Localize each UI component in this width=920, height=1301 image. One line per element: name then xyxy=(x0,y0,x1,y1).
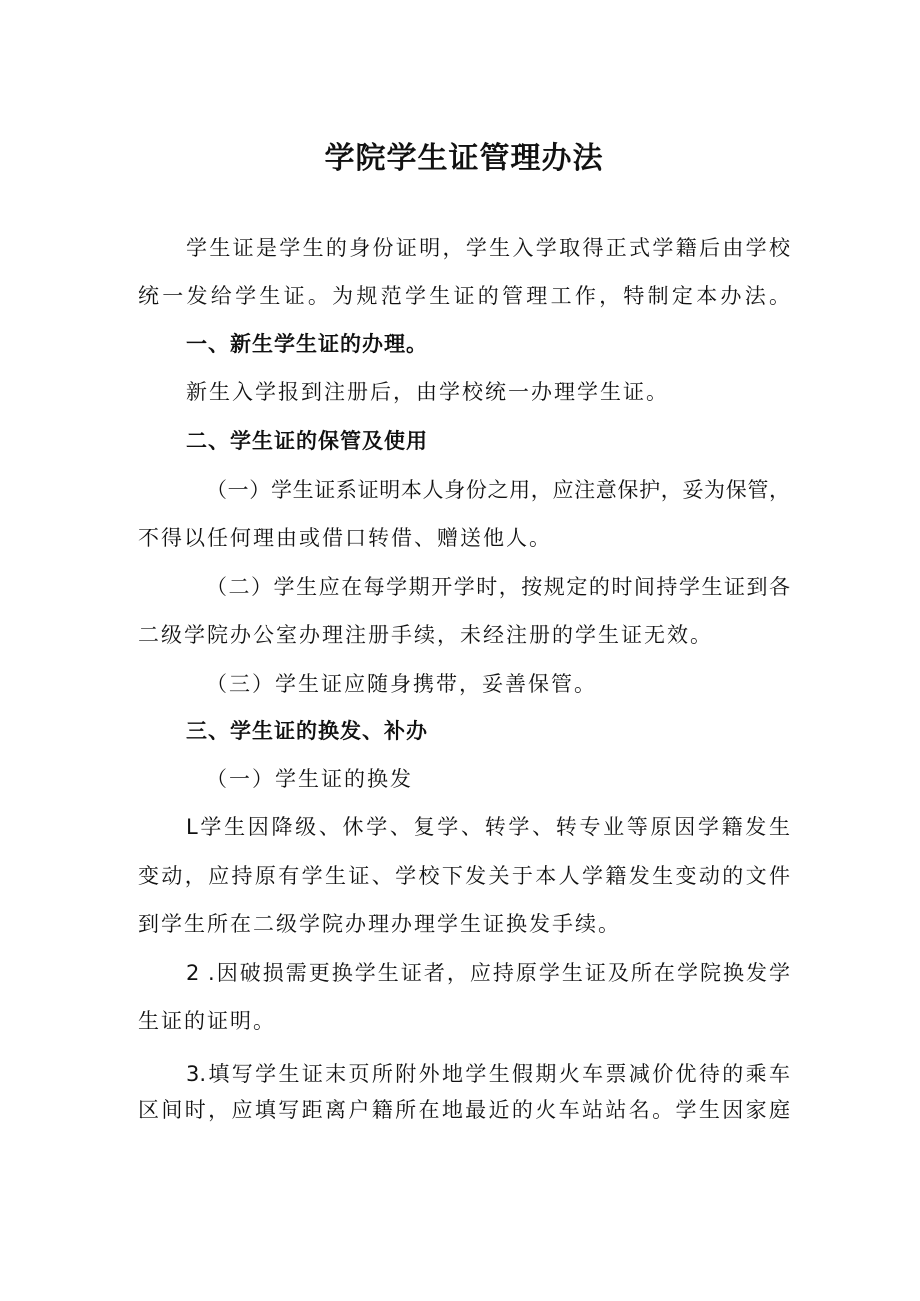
section-2-item-2-line-1: （二）学生应在每学期开学时，按规定的时间持学生证到各 xyxy=(206,575,790,599)
document-title: 学院学生证管理办法 xyxy=(324,141,604,176)
section-3-heading: 三、学生证的换发、补办 xyxy=(186,719,428,743)
section-2-item-3: （三）学生证应随身携带，妥善保管。 xyxy=(206,672,597,696)
section-3-item-1-line-2: 变动，应持原有学生证、学校下发关于本人学籍发生变动的文件 xyxy=(138,864,790,888)
section-2-item-1-line-1: （一）学生证系证明本人身份之用，应注意保护，妥为保管， xyxy=(206,478,790,502)
section-2-item-2-line-2: 二级学院办公室办理注册手续，未经注册的学生证无效。 xyxy=(138,623,713,647)
section-3-item-3-line-1: 3.填写学生证末页所附外地学生假期火车票减价优待的乘车 xyxy=(186,1062,790,1086)
section-3-item-1-line-3: 到学生所在二级学院办理办理学生证换发手续。 xyxy=(138,912,621,936)
section-2-heading: 二、学生证的保管及使用 xyxy=(186,429,428,453)
section-3-item-3-line-2: 区间时，应填写距离户籍所在地最近的火车站站名。学生因家庭 xyxy=(138,1098,790,1122)
section-2-item-1-line-2: 不得以任何理由或借口转借、赠送他人。 xyxy=(138,526,552,550)
intro-line-1: 学生证是学生的身份证明，学生入学取得正式学籍后由学校 xyxy=(186,236,790,260)
section-1-heading: 一、新生学生证的办理。 xyxy=(186,332,428,356)
section-3-item-2-line-1: 2 .因破损需更换学生证者，应持原学生证及所在学院换发学 xyxy=(186,961,790,985)
section-3-item-1-line-1: L学生因降级、休学、复学、转学、转专业等原因学籍发生 xyxy=(186,815,790,839)
section-3-item-2-line-2: 生证的证明。 xyxy=(138,1009,276,1033)
intro-line-2: 统一发给学生证。为规范学生证的管理工作，特制定本办法。 xyxy=(138,284,790,308)
section-3-subheading: （一）学生证的换发 xyxy=(206,767,413,791)
section-1-text: 新生入学报到注册后，由学校统一办理学生证。 xyxy=(186,380,669,404)
